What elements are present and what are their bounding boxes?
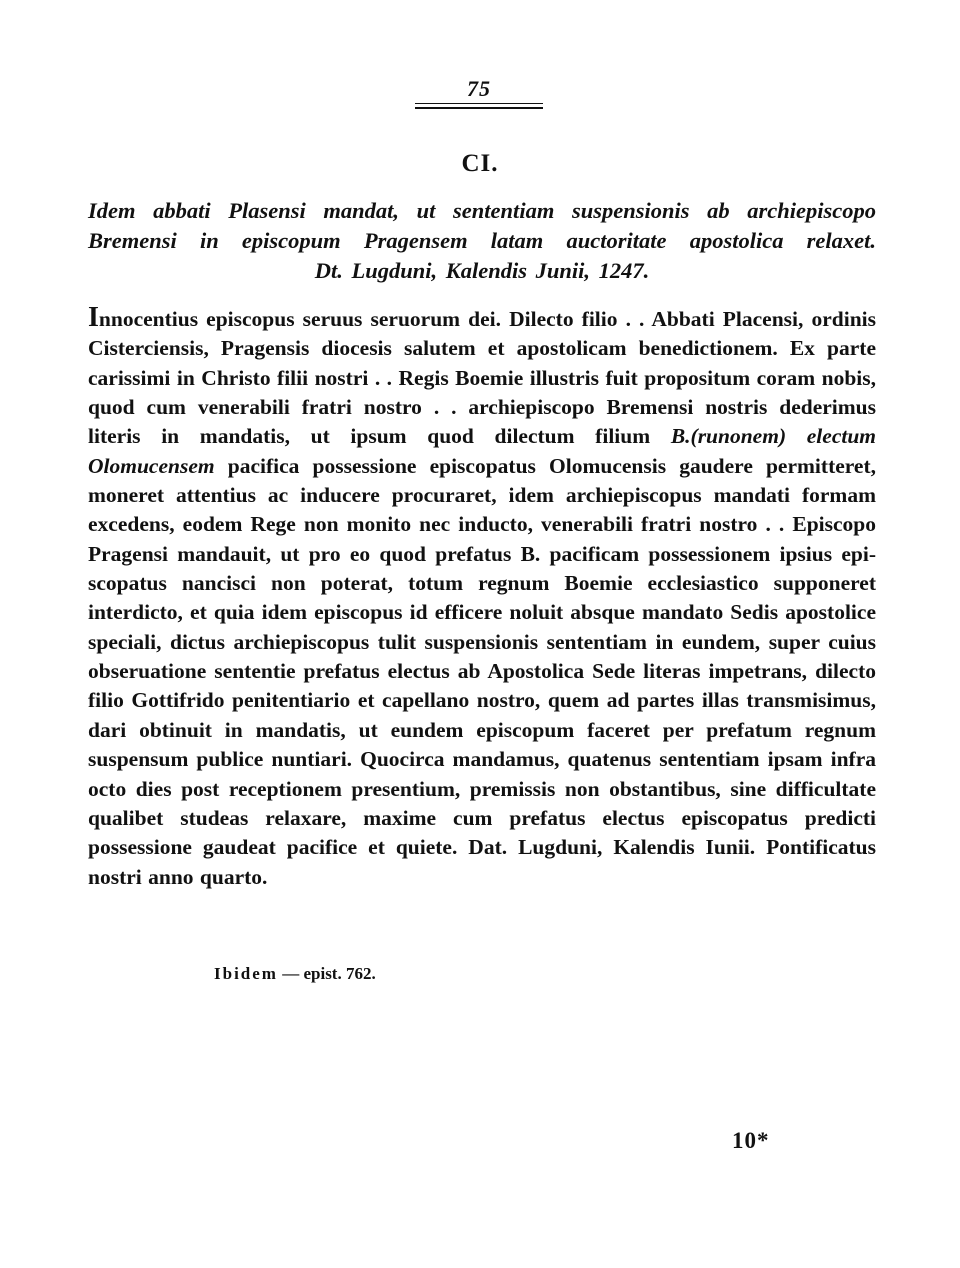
- heading-line: Idem abbati Plasensi mandat, ut sententiam suspensionis ab archiepiscopo: [88, 198, 876, 223]
- heading-line: Bremensi in episcopum Pragensem latam auctoritate apostolica relaxet.: [88, 228, 876, 253]
- page-number: 75: [467, 76, 491, 101]
- body-text-part-1: nnocentius episcopus seruus seruorum dei. Dilecto filio . . Abbati Placensi, ordinis Cisterciensis, Pragensis diocesis salutem et apostolicam benedictionem. Ex parte carissimi in Christo filii nostri . . Regis Boemie illustris fuit propositum coram nobis, quod cum venerabili fratri nostro . . archiepiscopo Bremensi nostris dederimus literis in mandatis, ut ipsum quod dilectum filium: [88, 307, 876, 449]
- sheet-signature: 10*: [732, 1128, 770, 1153]
- header-rule-bottom: [415, 107, 543, 109]
- heading-date-line: Dt. Lugduni, Kalendis Junii, 1247.: [314, 258, 650, 283]
- body-initial: I: [88, 302, 99, 333]
- source-spaced: Ibidem: [214, 964, 278, 983]
- source-reference: [214, 964, 376, 984]
- document-number: CI.: [461, 150, 499, 177]
- header-rule-top: [415, 103, 543, 104]
- document-heading: [88, 196, 876, 286]
- source-rest: — epist. 762.: [277, 964, 376, 983]
- body-text-part-2: pacifica possessione episcopatus Olomucensis gaudere permitteret, moneret attentius ac inducere procuraret, idem archiepiscopus mandati formam excedens, eodem Rege non monito nec inducto, venerabili fratri nostro . . Episcopo Pragensi mandauit, ut pro eo quod prefatus B. pacificam possessionem ipsius episcopatus nancisci non poterat, totum regnum Boemie ecclesiastico supponeret interdicto, et quia idem episcopus id efficere noluit absque mandato Sedis apostolice speciali, dictus archiepiscopus tulit suspensionis sententiam in eundem, super cuius obseruatione sententie prefatus electus ab Apostolica Sede literas impetrans, dilecto filio Gottifrido penitentiario et capellano nostro, quem ad partes illas transmisimus, dari obtinuit in mandatis, ut eundem episcopum faceret per prefatum regnum suspensum publice nuntiari. Quocirca mandamus, quatenus sententiam ipsam infra octo dies post receptionem presentium, premissis non obstantibus, sine difficultate qualibet studeas relaxare, maxime cum prefatus electus episcopatus predicti possessione gaudeat pacifice et quiete. Dat. Lugduni, Kalendis Iunii. Pontificatus nostri anno quarto.: [88, 453, 876, 889]
- document-body: [88, 303, 876, 892]
- body-italic-name: B.(runonem) electum Olomucensem: [88, 424, 877, 478]
